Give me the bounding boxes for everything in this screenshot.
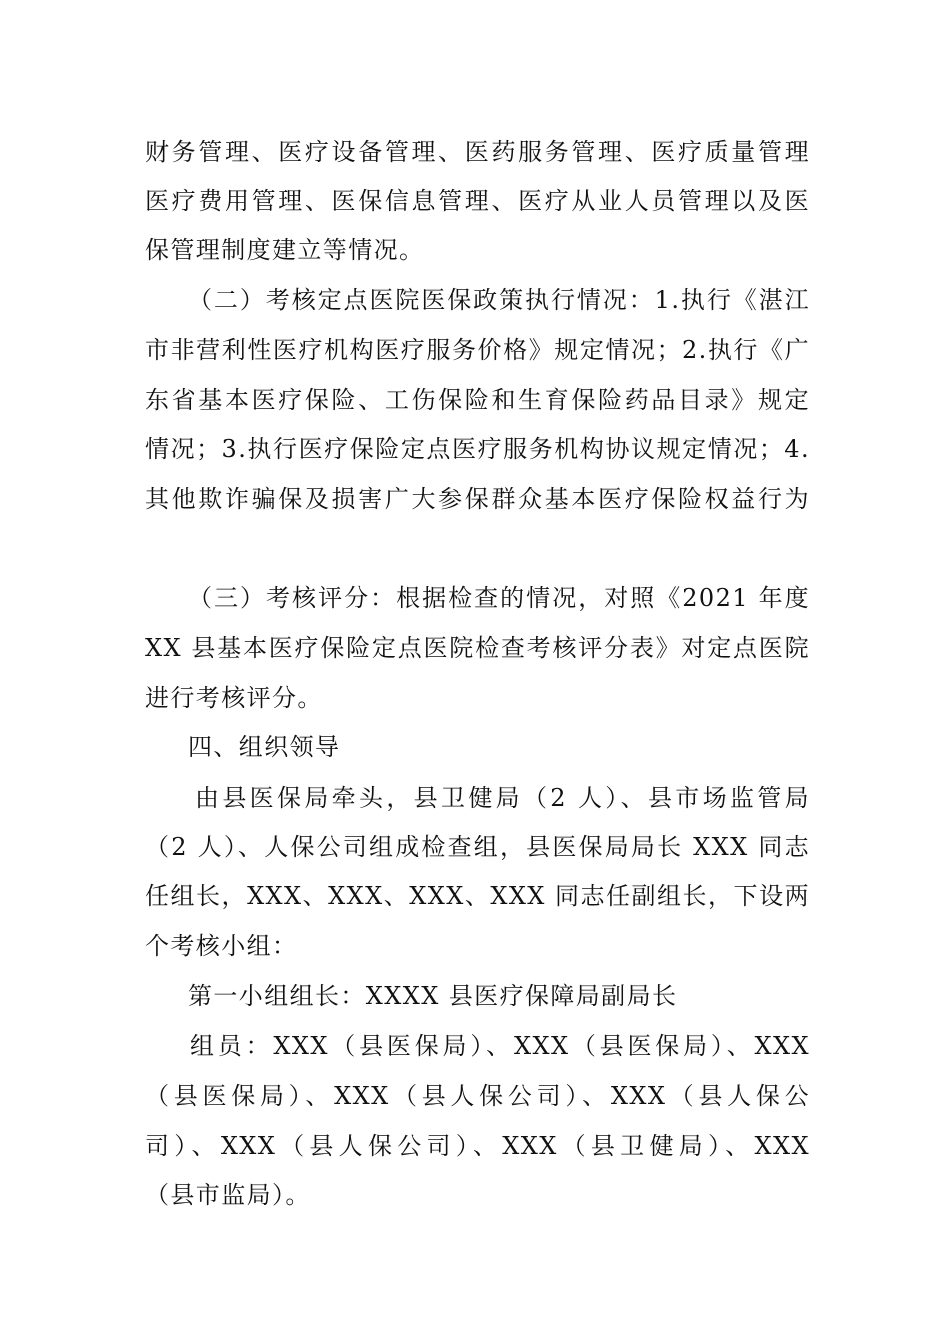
text-line-15: 任组长，XXX、XXX、XXX、XXX 同志任副组长，下设两	[145, 882, 810, 910]
section-heading-4: 四、组织领导	[188, 733, 341, 761]
text-line-14: （2 人）、人保公司组成检查组，县医保局局长 XXX 同志	[145, 833, 810, 861]
text-line-4: （二）考核定点医院医保政策执行情况：1.执行《湛江	[188, 286, 810, 314]
text-line-6: 东省基本医疗保险、工伤保险和生育保险药品目录》规定	[145, 386, 810, 414]
text-line-2: 医疗费用管理、医保信息管理、医疗从业人员管理以及医	[145, 187, 810, 215]
text-line-21: （县市监局）。	[145, 1181, 311, 1209]
text-line-7: 情况；3.执行医疗保险定点医疗服务机构协议规定情况；4.	[145, 435, 810, 463]
text-line-16: 个考核小组：	[145, 932, 298, 960]
text-line-5: 市非营利性医疗机构医疗服务价格》规定情况；2.执行《广	[145, 336, 810, 364]
text-line-10: XX 县基本医疗保险定点医院检查考核评分表》对定点医院	[145, 634, 810, 662]
text-line-8: 其他欺诈骗保及损害广大参保群众基本医疗保险权益行为	[145, 485, 810, 513]
text-line-3: 保管理制度建立等情况。	[145, 236, 425, 264]
text-line-18: 组员：XXX（县医保局）、XXX（县医保局）、XXX	[190, 1032, 810, 1060]
text-line-11: 进行考核评分。	[145, 684, 323, 712]
text-line-19: （县医保局）、XXX（县人保公司）、XXX（县人保公	[145, 1082, 810, 1110]
text-line-13: 由县医保局牵头，县卫健局（2 人）、县市场监管局	[195, 784, 810, 812]
text-line-20: 司）、XXX（县人保公司）、XXX（县卫健局）、XXX	[145, 1132, 810, 1160]
text-line-1: 财务管理、医疗设备管理、医药服务管理、医疗质量管理	[145, 138, 810, 166]
text-line-17: 第一小组组长：XXXX 县医疗保障局副局长	[188, 982, 678, 1010]
text-line-9: （三）考核评分：根据检查的情况，对照《2021 年度	[188, 584, 810, 612]
